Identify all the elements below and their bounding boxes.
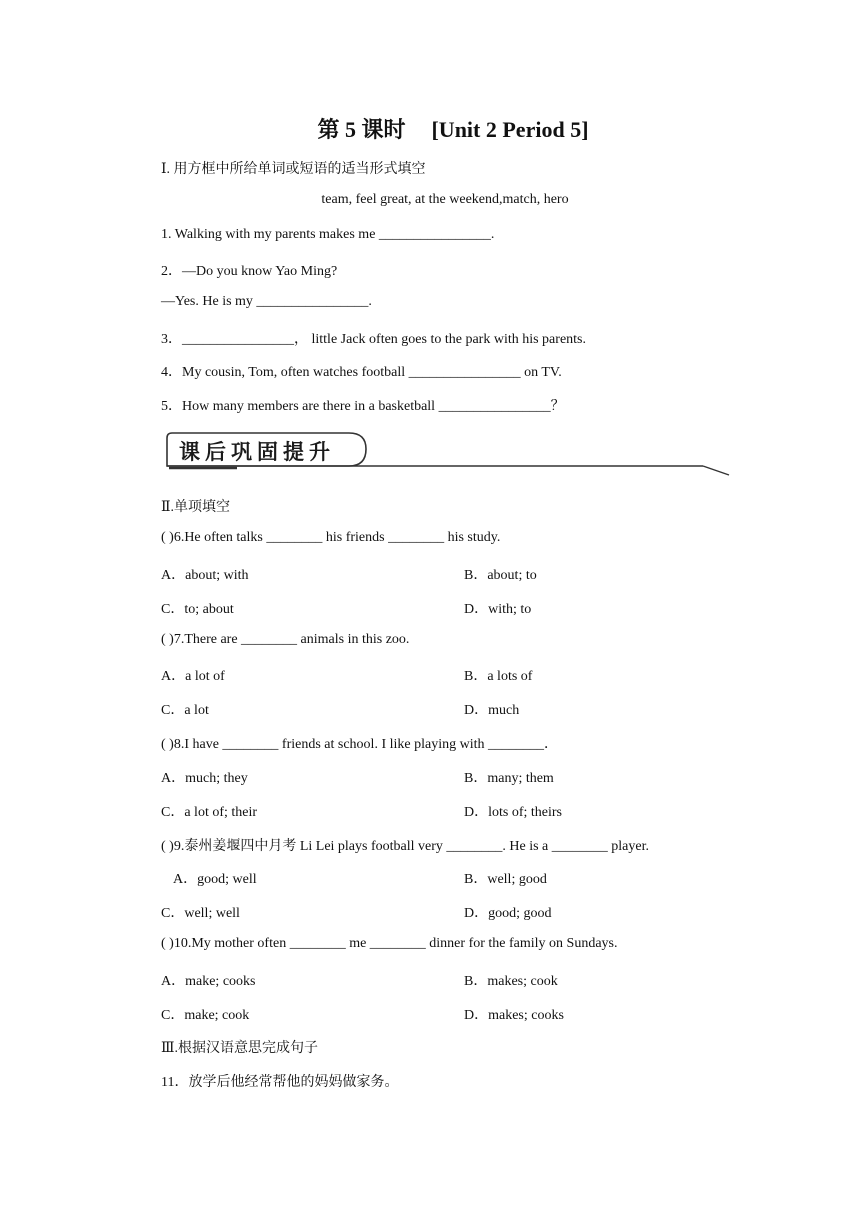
exercise-item-2: 2．—Do you know Yao Ming? [161,264,338,279]
page-title [0,113,860,144]
question-6-option-c: C．to; about [161,602,234,617]
question-10-option-b: B．makes; cook [464,974,558,989]
question-8-stem: ( )8.I have ________ friends at school. I like playing with ________． [161,737,558,752]
question-9-option-c: C．well; well [161,906,240,921]
question-6-stem: ( )6.He often talks ________ his friends ________ his study. [161,530,501,545]
question-7-option-b: B．a lots of [464,669,533,684]
exercise-item-1: 1. Walking with my parents makes me ________________. [161,227,495,242]
question-10-stem: ( )10.My mother often ________ me ________ dinner for the family on Sundays. [161,936,618,951]
word-box: team, feel great, at the weekend,match, hero [321,192,569,207]
question-9-stem: ( )9.泰州姜堰四中月考 Li Lei plays football very ________. He is a ________ player. [161,839,649,854]
question-8-option-b: B．many; them [464,771,554,786]
exercise-item-5: 5．How many members are there in a basketball ________________？ [161,399,565,414]
question-10-option-c: C．make; cook [161,1008,250,1023]
question-7-stem: ( )7.There are ________ animals in this zoo. [161,632,410,647]
title-main: 第 5 课时 [317,117,406,142]
question-8-option-d: D．lots of; theirs [464,805,562,820]
exercise-item-2-answer: —Yes. He is my ________________. [161,294,372,309]
question-9-option-a: A．good; well [173,872,257,887]
section3-heading: Ⅲ.根据汉语意思完成句子 [161,1041,319,1056]
exercise-item-4: 4．My cousin, Tom, often watches football ________________ on TV. [161,365,562,380]
question-7-option-d: D．much [464,703,520,718]
question-6-option-b: B．about; to [464,568,537,583]
question-8-option-c: C．a lot of; their [161,805,258,820]
question-6-option-d: D．with; to [464,602,532,617]
question-9-option-d: D．good; good [464,906,552,921]
title-sub: [Unit 2 Period 5] [431,117,589,142]
section-banner [163,430,731,478]
question-10-option-d: D．makes; cooks [464,1008,564,1023]
question-10-option-a: A．make; cooks [161,974,256,989]
question-8-option-a: A．much; they [161,771,248,786]
question-7-option-a: A．a lot of [161,669,225,684]
banner-title: 课后巩固提升 [179,440,335,464]
translation-item-11: 11．放学后他经常帮他的妈妈做家务。 [161,1075,399,1090]
section2-heading: Ⅱ.单项填空 [161,500,231,515]
question-9-option-b: B．well; good [464,872,547,887]
question-7-option-c: C．a lot [161,703,209,718]
exercise-item-3: 3．________________， little Jack often goes to the park with his parents. [161,332,586,347]
section1-heading: Ⅰ. 用方框中所给单词或短语的适当形式填空 [161,162,426,177]
question-6-option-a: A．about; with [161,568,249,583]
